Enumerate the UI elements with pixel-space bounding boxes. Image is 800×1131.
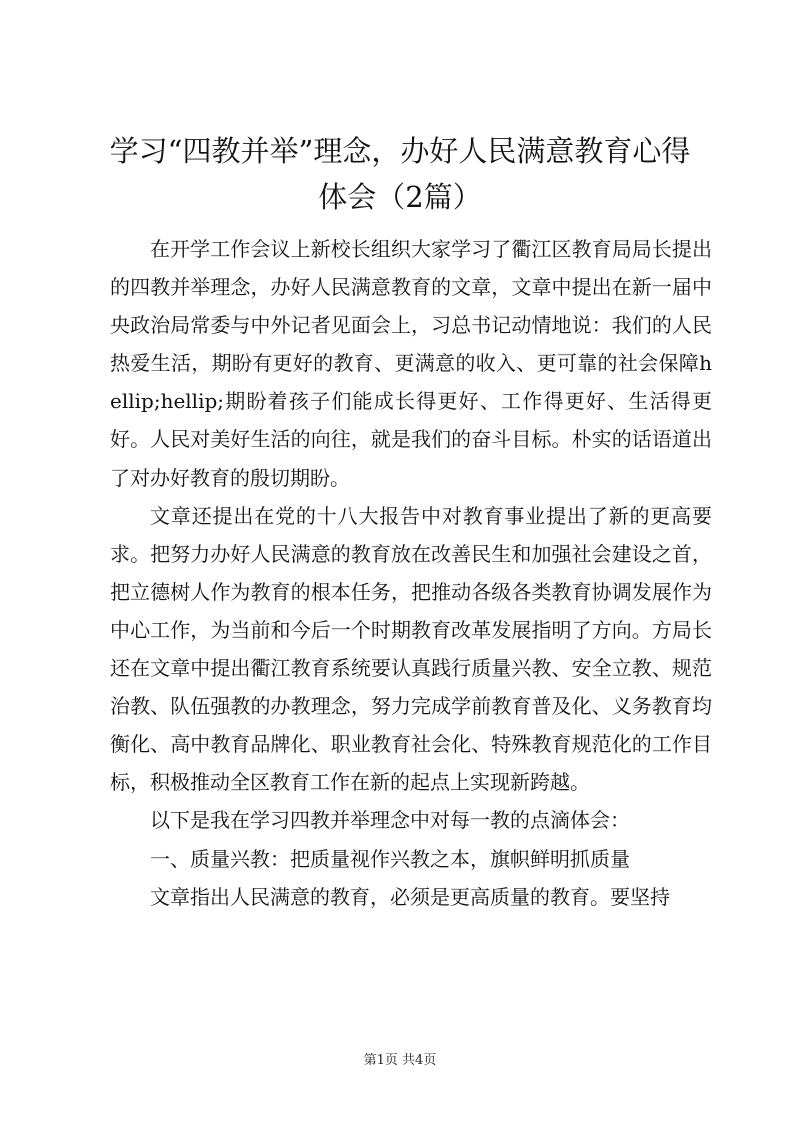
- section-heading-1: 一、质量兴教：把质量视作兴教之本，旗帜鲜明抓质量: [150, 846, 630, 871]
- paragraph-2: 文章还提出在党的十八大报告中对教育事业提出了新的更高要求。把努力办好人民满意的教育放在改善民生和加强社会建设之首，把立德树人作为教育的根本任务，把推动各级各类教育协调发展作为中心工作，为当前和今后一个时期教育改革发展指明了方向。方局长还在文章中提出衢江教育系统要认真践行质量兴教、安全立教、规范治教、队伍强教的办教理念，努力完成学前教育普及化、义务教育均衡化、高中教育品牌化、职业教育社会化、特殊教育规范化的工作目标，积极推动全区教育工作在新的起点上实现新跨越。: [110, 503, 712, 795]
- document-title: 学习“四教并举”理念，办好人民满意教育心得体会（2篇）: [109, 134, 691, 214]
- page-footer: 第1页 共4页: [363, 1053, 437, 1068]
- paragraph-3: 以下是我在学习四教并举理念中对每一教的点滴体会：: [150, 808, 630, 833]
- paragraph-1: 在开学工作会议上新校长组织大家学习了衢江区教育局局长提出的四教并举理念，办好人民满意教育的文章，文章中提出在新一届中央政治局常委与中外记者见面会上，习总书记动情地说：我们的人民热爱生活，期盼有更好的教育、更满意的收入、更可靠的社会保障hellip;hellip;期盼着孩子们能成长得更好、工作得更好、生活得更好。人民对美好生活的向往，就是我们的奋斗目标。朴实的话语道出了对办好教育的殷切期盼。: [110, 237, 712, 490]
- document-body: [110, 230, 712, 916]
- paragraph-4: 文章指出人民满意的教育，必须是更高质量的教育。要坚持: [150, 884, 670, 909]
